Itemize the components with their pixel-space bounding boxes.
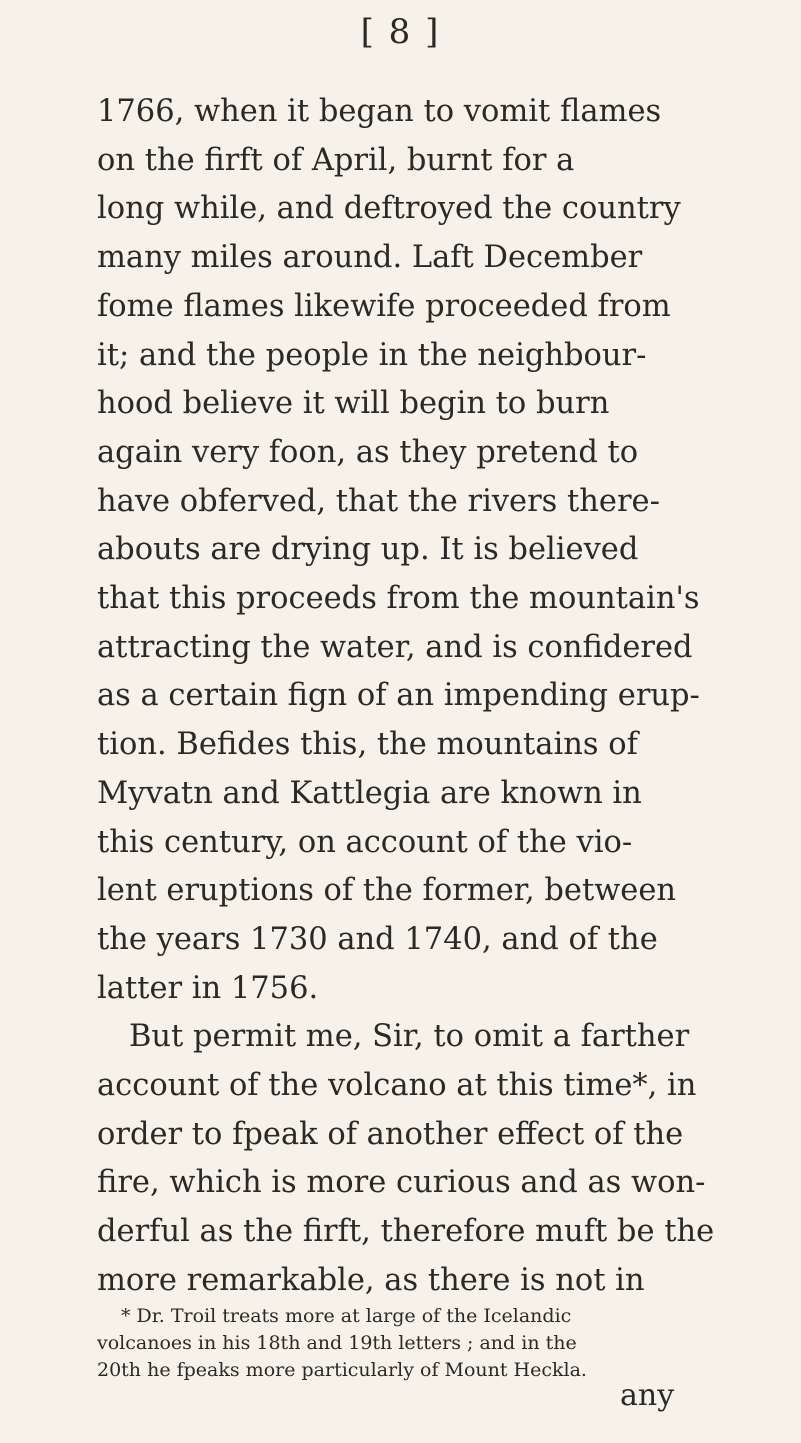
text-line: long while, and deftroyed the country [97, 191, 681, 227]
text-line: order to fpeak of another effect of the [97, 1116, 684, 1152]
page-number: [ 8 ] [360, 12, 441, 52]
text-line: this century, on account of the vio- [97, 824, 633, 860]
text-line: on the firft of April, burnt for a [97, 142, 575, 178]
catchword: any [620, 1378, 675, 1413]
text-line: account of the volcano at this time*, in [97, 1068, 697, 1104]
text-line: abouts are drying up. It is believed [97, 532, 639, 568]
paragraph-start-line: But permit me, Sir, to omit a farther [129, 1019, 690, 1055]
text-line: have obferved, that the rivers there- [97, 483, 660, 519]
text-line: 1766, when it began to vomit flames [97, 94, 662, 129]
text-line: attracting the water, and is confidered [97, 629, 693, 665]
text-line: more remarkable, as there is not in [97, 1262, 645, 1298]
text-line: fire, which is more curious and as won- [97, 1165, 706, 1201]
text-line: the years 1730 and 1740, and of the [97, 921, 658, 957]
body-text [97, 88, 737, 1306]
text-line: fome flames likewife proceeded from [97, 288, 671, 324]
text-line: Myvatn and Kattlegia are known in [97, 775, 642, 811]
text-line: hood believe it will begin to burn [97, 386, 610, 422]
text-line: latter in 1756. [97, 970, 319, 1006]
text-line: many miles around. Laft December [97, 240, 643, 276]
text-line: as a certain fign of an impending erup- [97, 678, 700, 714]
text-line: again very foon, as they pretend to [97, 434, 639, 470]
text-line: that this proceeds from the mountain's [97, 581, 700, 617]
footnote-line: 20th he fpeaks more particularly of Mount Heckla. [97, 1359, 587, 1381]
footnote [97, 1303, 737, 1384]
text-line: it; and the people in the neighbour- [97, 337, 647, 373]
text-line: derful as the firft, therefore muft be the [97, 1214, 715, 1250]
footnote-line: volcanoes in his 18th and 19th letters ; and in the [97, 1332, 577, 1354]
footnote-line: * Dr. Troil treats more at large of the Icelandic [121, 1305, 572, 1327]
text-line: lent eruptions of the former, between [97, 873, 677, 909]
text-line: tion. Befides this, the mountains of [97, 727, 638, 763]
